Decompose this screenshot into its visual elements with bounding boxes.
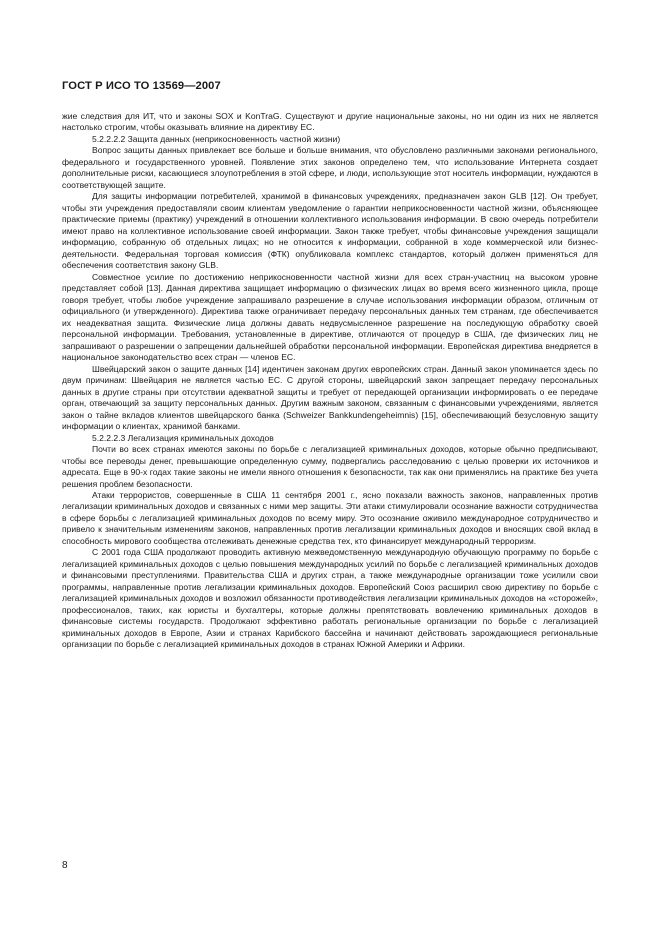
paragraph: Для защиты информации потребителей, хранимой в финансовых учреждениях, предназначен закон GLB [12]. Он требует, чтобы эти учреждения предоставляли своим клиентам уведомление о гарантии неприкосновенности частной жизни, объясняющее практические приемы (практику) учреждений в отношении коллективного использования информации. В свою очередь потребители имеют право на коллективное использование своей информации. Закон также требует, чтобы финансовые учреждения защищали информацию, собранную об отдельных лицах; но не относится к информации, собранной в ходе коммерческой или бизнес-деятельности. Федеральная торговая комиссия (ФТК) опубликовала комплекс стандартов, который должен применяться для обеспечения соответствия закону GLB.: [62, 191, 598, 271]
paragraph: С 2001 года США продолжают проводить активную межведомственную международную обучающую программу по борьбе с легализацией криминальных доходов с целью повышения международных усилий по борьбе с легализацией криминальных доходов и финансовыми преступлениями. Правительства США и других стран, а также международные организации тоже усилили свои программы, направленные против легализации криминальных доходов. Европейский Союз расширил свою директиву по борьбе с легализацией криминальных доходов и возложил обязанности противодействия легализации криминальных доходов на «сторожей», профессионалов, таких, как юристы и бухгалтеры, которые должны препятствовать вовлечению криминальных доходов в финансовые системы государств. Продолжают эффективно работать региональные организации по борьбе с легализацией криминальных доходов в Европе, Азии и странах Карибского бассейна и начинают действовать зарождающиеся региональные организации по борьбе с легализацией криминальных доходов в странах Южной Америки и Африки.: [62, 547, 598, 650]
paragraph: Атаки террористов, совершенные в США 11 сентября 2001 г., ясно показали важность законов, направленных против легализации криминальных доходов и связанных с ними мер защиты. Эти атаки стимулировали осознание важности сотрудничества в сфере борьбы с легализацией криминальных доходов по всему миру. Это осознание оживило международное сотрудничество и привело к значительным изменениям законов, направленных против легализации криминальных доходов и вносящих свой вклад в способность мирового сообщества отслеживать денежные средства тех, кто финансирует международный терроризм.: [62, 489, 598, 546]
paragraph-continuation: жие следствия для ИТ, что и законы SOX и KonTraG. Существуют и другие национальные законы, но ни один из них не является настолько строгим, чтобы оказывать влияние на директиву ЕС.: [62, 111, 598, 133]
section-heading-data-protection: 5.2.2.2.2 Защита данных (неприкосновенность частной жизни): [92, 133, 341, 144]
page-number: 8: [62, 860, 68, 871]
paragraph: Почти во всех странах имеются законы по борьбе с легализацией криминальных доходов, которые обычно предписывают, чтобы все переводы денег, превышающие определенную сумму, подвергались расследованию с целью проверки их источников и адресата. Еще в 90-х годах такие законы не имели явного отношения к безопасности, так как они применялись на практике без учета решения проблем безопасности.: [62, 444, 598, 489]
paragraph: Вопрос защиты данных привлекает все больше и больше внимания, что обусловлено различными законами регионального, федерального и государственного уровней. Появление этих законов определено тем, что использование Интернета создает дополнительные риски, касающиеся злоупотребления в этой сфере, и люди, использующие этот носитель информации, нуждаются в соответствующей защите.: [62, 145, 598, 190]
document-body: [62, 111, 598, 651]
section-heading-money-laundering: 5.2.2.2.3 Легализация криминальных доходов: [92, 432, 274, 443]
paragraph: Совместное усилие по достижению неприкосновенности частной жизни для всех стран-участниц на высоком уровне представляет собой [13]. Данная директива защищает информацию о физических лицах во время всего жизненного цикла, проще говоря требует, чтобы любое учреждение запрашивало разрешение в случае использования информации образом, отличным от официального (и утвержденного). Директива также ограничивает передачу персональных данных тем странам, где обеспечивается их неадекватная защита. Физические лица должны давать недвусмысленное разрешение на последующую обработку своей персональной информации. Требования, установленные в директиве, отличаются от процедур в США, где физических лиц не запрашивают о разрешении о запрещении дальнейшей обработки персональной информации. Европейская директива внедряется в национальное законодательство всех стран — членов ЕС.: [62, 271, 598, 363]
paragraph: Швейцарский закон о защите данных [14] идентичен законам других европейских стран. Данный закон упоминается здесь по двум причинам: Швейцария не является частью ЕС. С другой стороны, швейцарский закон запрещает передачу персональных данных в другие страны при отсутствии адекватной защиты и требует от передающей организации информировать о ее передаче орган, отвечающий за защиту персональных данных. Другим важным законом, связанным с финансовыми учреждениями, является закон о тайне вкладов клиентов швейцарского банка (Schweizer Bankkundengeheimnis) [15], обеспечивающий безусловную защиту информации о клиентах, хранимой банками.: [62, 363, 598, 432]
document-header: ГОСТ Р ИСО ТО 13569—2007: [62, 80, 221, 92]
